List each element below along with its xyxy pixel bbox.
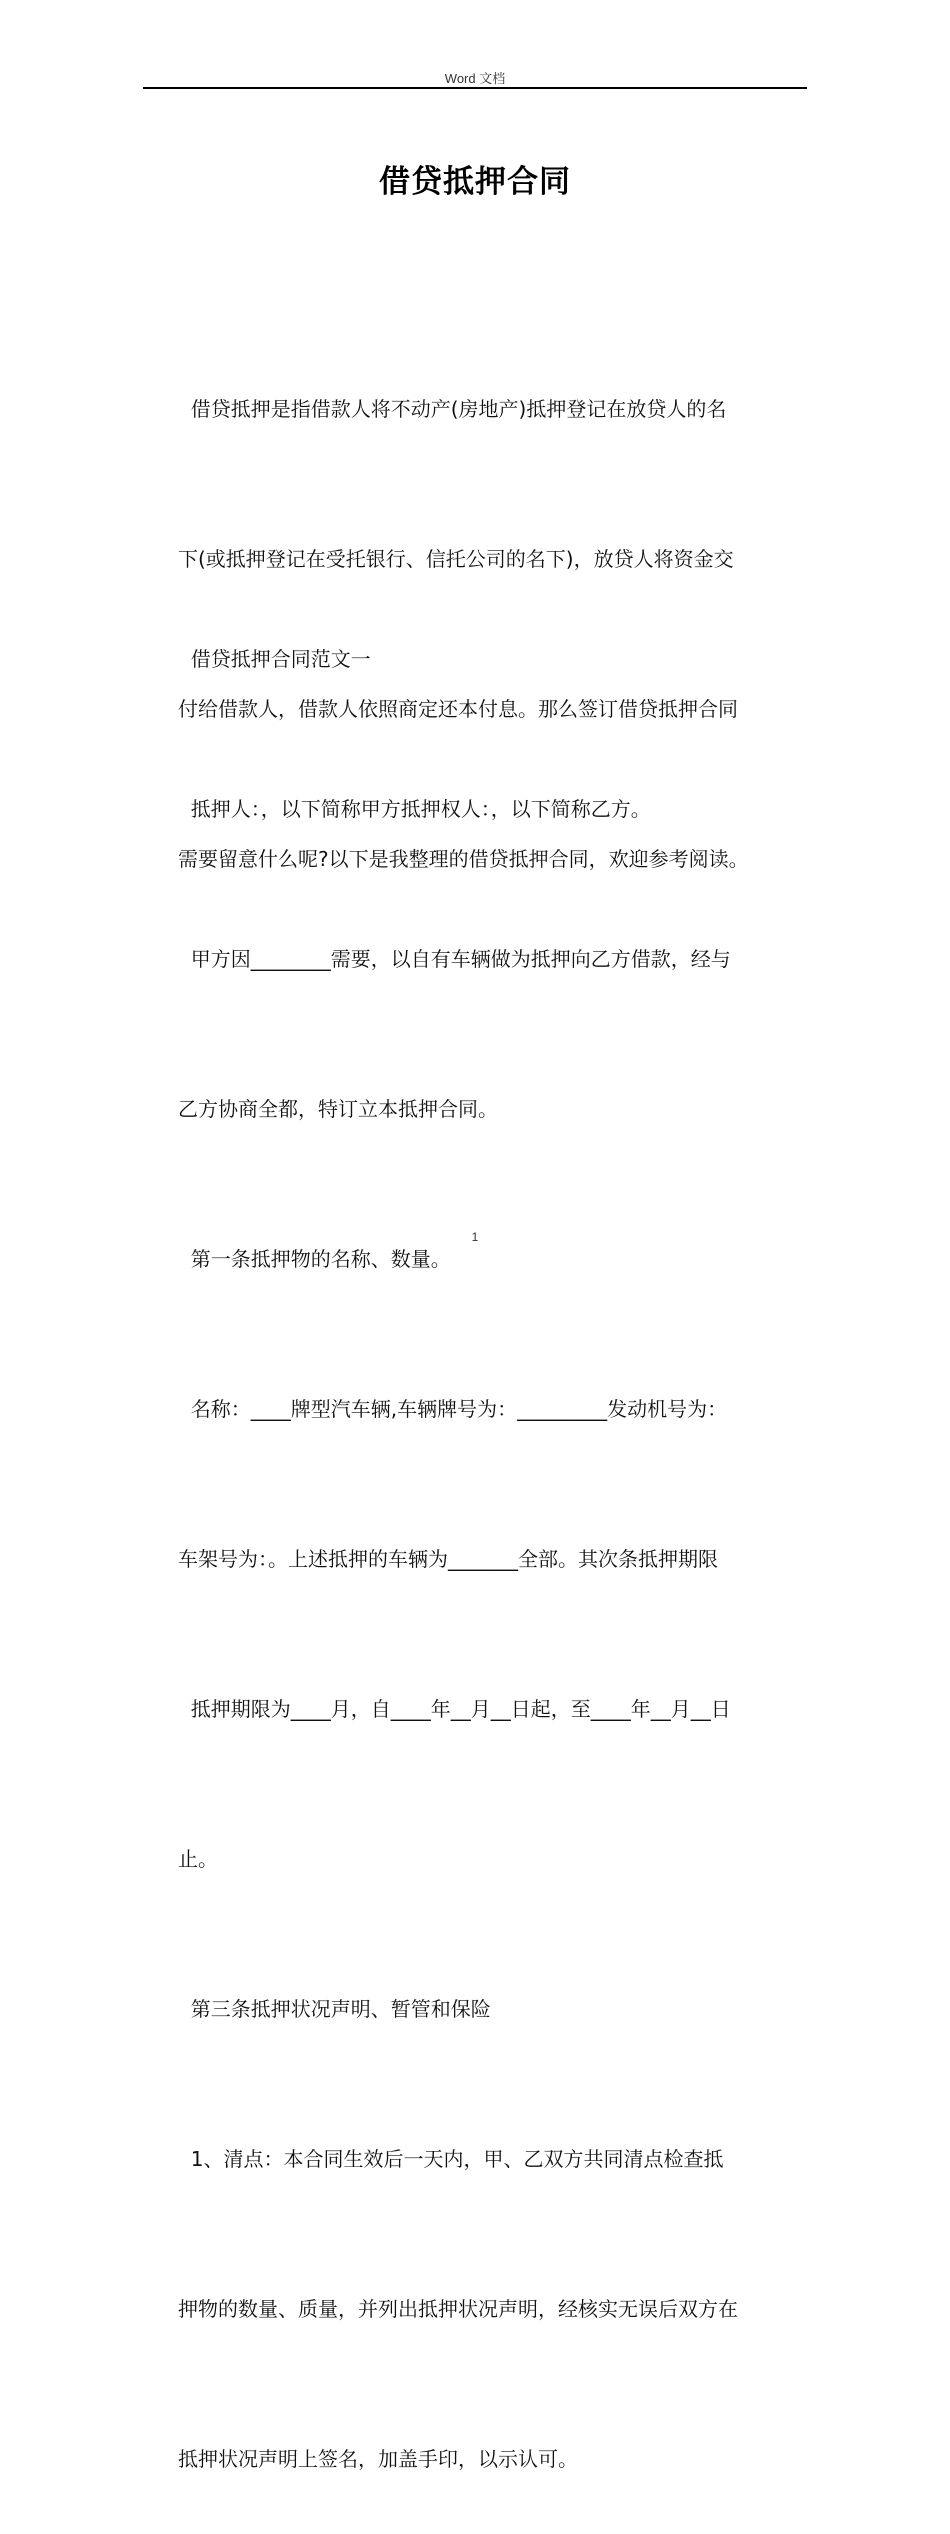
text-line: 第三条抵押状况声明、暂管和保险 <box>178 1997 491 2021</box>
text-line: 付给借款人，借款人依照商定还本付息。那么签订借贷抵押合同 <box>178 697 738 721</box>
text-line: 1、清点：本合同生效后一天内，甲、乙双方共同清点检查抵 <box>178 2147 724 2171</box>
text-line: 需要留意什么呢?以下是我整理的借贷抵押合同，欢迎参考阅读。 <box>178 847 749 871</box>
text-line: 止。 <box>178 1847 218 1871</box>
text-line: 抵押人：，以下简称甲方抵押权人：，以下简称乙方。 <box>178 797 651 821</box>
page-number: 1 <box>471 1230 479 1244</box>
section-heading: 借贷抵押合同范文一 <box>178 647 371 671</box>
text-line: 下(或抵押登记在受托银行、信托公司的名下)，放贷人将资金交 <box>178 547 734 571</box>
contract-body <box>178 534 802 2534</box>
text-line: 押物的数量、质量，并列出抵押状况声明，经核实无误后双方在 <box>178 2297 738 2321</box>
text-line: 第一条抵押物的名称、数量。 <box>178 1247 451 1271</box>
text-line: 乙方协商全都，特订立本抵押合同。 <box>178 1097 498 1121</box>
page-header: Word 文档 <box>444 71 506 86</box>
document-title: 借贷抵押合同 <box>379 164 571 200</box>
text-line: 名称：____牌型汽车辆,车辆牌号为：_________发动机号为： <box>178 1397 728 1421</box>
text-line: 抵押状况声明上签名，加盖手印，以示认可。 <box>178 2447 578 2471</box>
text-line: 甲方因________需要，以自有车辆做为抵押向乙方借款，经与 <box>178 947 731 971</box>
header-divider <box>143 87 807 89</box>
text-line: 借贷抵押是指借款人将不动产(房地产)抵押登记在放贷人的名 <box>178 397 727 421</box>
text-line: 车架号为：。上述抵押的车辆为_______全部。其次条抵押期限 <box>178 1547 718 1571</box>
text-line: 抵押期限为____月，自____年__月__日起，至____年__月__日 <box>178 1697 731 1721</box>
